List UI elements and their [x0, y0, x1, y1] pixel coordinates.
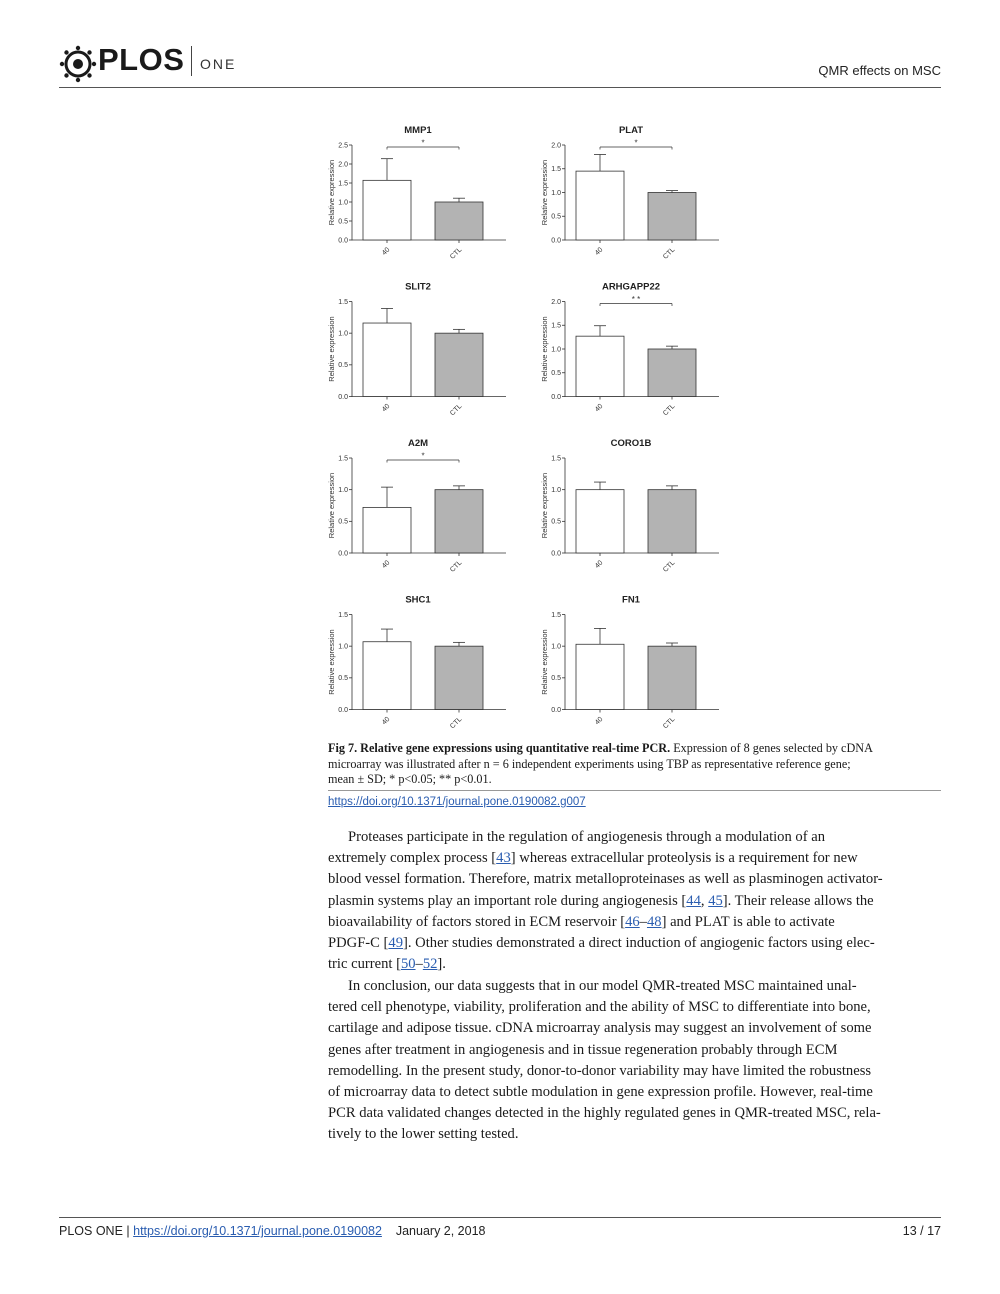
text-run: tered cell phenotype, viability, proliferation and the ability of MSC to differentiate into bone, — [328, 999, 871, 1016]
y-tick-label: 0.5 — [551, 370, 561, 378]
y-tick-label: 0.0 — [551, 237, 561, 245]
text-line — [328, 1103, 941, 1124]
x-tick-label: 40 — [593, 715, 605, 727]
significance-marker: * * — [631, 295, 641, 304]
y-tick-label: 1.0 — [551, 487, 561, 495]
text-line — [328, 827, 941, 848]
y-axis-label: Relative expression — [540, 159, 549, 226]
y-tick-label: 2.5 — [338, 142, 348, 150]
caption-text-3: mean ± SD; * p<0.05; ** p<0.01. — [328, 772, 492, 786]
footer-divider — [59, 1217, 941, 1218]
text-line — [328, 869, 941, 890]
bar-40 — [576, 336, 624, 396]
text-run: remodelling. In the present study, donor-to-donor variability may have limited the robustness — [328, 1062, 872, 1079]
y-tick-label: 0.5 — [338, 362, 348, 370]
y-tick-label: 0.0 — [551, 706, 561, 714]
text-run: In conclusion, our data suggests that in our model QMR-treated MSC maintained unal- — [348, 978, 857, 994]
citation-link[interactable]: 45 — [708, 892, 723, 909]
y-tick-label: 0.5 — [551, 213, 561, 221]
text-run: PCR data validated changes detected in the highly regulated genes in QMR-treated MSC, rela- — [328, 1105, 881, 1122]
bar-40 — [363, 642, 411, 710]
bar-ctl — [435, 490, 483, 553]
chart-title-arhgapp22: ARHGAPP22 — [601, 281, 661, 293]
text-line — [328, 1124, 941, 1145]
x-tick-label: 40 — [380, 559, 392, 570]
bar-40 — [576, 171, 624, 240]
chart-title-a2m: A2M — [407, 438, 429, 449]
bar-ctl — [435, 333, 483, 396]
bar-ctl — [648, 349, 696, 397]
text-line — [328, 933, 941, 954]
bar-40 — [576, 490, 624, 553]
plos-logo-icon — [58, 44, 98, 84]
chart-title-coro1b: CORO1B — [610, 438, 652, 449]
text-line — [328, 1061, 941, 1082]
bar-ctl — [435, 202, 483, 240]
y-tick-label: 0.0 — [338, 550, 348, 558]
y-tick-label: 0.0 — [338, 237, 348, 245]
bar-ctl — [435, 646, 483, 709]
x-tick-label: CTL — [662, 402, 677, 418]
journal-logo-text: PLOS — [98, 42, 185, 77]
text-line — [328, 976, 941, 997]
y-tick-label: 1.5 — [551, 611, 561, 619]
body-paragraph-2 — [328, 976, 941, 1146]
x-tick-label: CTL — [449, 246, 464, 261]
significance-marker: * — [421, 138, 425, 148]
text-line — [328, 997, 941, 1018]
x-tick-label: 40 — [380, 402, 392, 414]
x-tick-label: CTL — [662, 246, 677, 261]
footer-doi-link[interactable]: https://doi.org/10.1371/journal.pone.0190082 — [133, 1224, 382, 1238]
y-axis-label: Relative expression — [540, 472, 549, 539]
text-run: – — [415, 956, 423, 973]
x-tick-label: 40 — [593, 402, 605, 414]
citation-link[interactable]: 49 — [388, 935, 404, 952]
y-tick-label: 0.5 — [551, 518, 561, 526]
caption-label: Fig 7. — [328, 741, 358, 755]
figure-7-charts — [320, 118, 740, 738]
significance-marker: * — [634, 138, 638, 148]
bar-ctl — [648, 646, 696, 709]
citation-link[interactable]: 52 — [422, 956, 438, 973]
text-line — [328, 954, 941, 975]
text-run: ] and PLAT is able to activate — [661, 913, 835, 930]
citation-link[interactable]: 43 — [496, 850, 511, 867]
y-axis-label: Relative expression — [327, 472, 336, 539]
y-axis-label: Relative expression — [327, 629, 336, 695]
y-tick-label: 0.5 — [551, 675, 561, 683]
y-tick-label: 0.5 — [338, 218, 348, 226]
y-tick-label: 1.5 — [338, 455, 348, 463]
x-tick-label: 40 — [380, 246, 392, 257]
y-tick-label: 1.5 — [338, 611, 348, 619]
chart-title-shc1: SHC1 — [405, 594, 431, 606]
y-tick-label: 1.0 — [338, 643, 348, 651]
bar-40 — [576, 644, 624, 709]
chart-title-plat: PLAT — [618, 125, 644, 136]
y-axis-label: Relative expression — [327, 159, 336, 226]
text-run: extremely complex process [ — [328, 850, 497, 867]
x-tick-label: CTL — [449, 715, 464, 731]
text-line — [328, 912, 941, 933]
y-axis-label: Relative expression — [327, 316, 336, 382]
citation-link[interactable]: 50 — [400, 956, 416, 973]
text-line — [328, 1018, 941, 1039]
running-head: QMR effects on MSC — [818, 63, 941, 78]
text-run: PDGF-C [ — [328, 935, 389, 952]
figure-doi-link[interactable]: https://doi.org/10.1371/journal.pone.0190082.g007 — [328, 796, 586, 808]
text-line — [328, 1040, 941, 1061]
text-run: ]. — [437, 956, 446, 973]
x-tick-label: CTL — [449, 402, 464, 418]
y-tick-label: 1.0 — [338, 199, 348, 207]
footer-journal: PLOS ONE | — [59, 1224, 130, 1238]
y-tick-label: 1.0 — [338, 487, 348, 495]
text-run: ]. Their release allows the — [722, 892, 874, 909]
y-tick-label: 1.5 — [551, 455, 561, 463]
bar-40 — [363, 507, 411, 553]
citation-link[interactable]: 44 — [686, 892, 701, 909]
footer-citation — [59, 1224, 486, 1238]
journal-logo-suffix: ONE — [200, 56, 237, 72]
citation-link[interactable]: 48 — [646, 913, 662, 930]
body-paragraph-1 — [328, 827, 941, 975]
text-run: – — [639, 913, 647, 930]
text-run: of microarray data to detect subtle modulation in gene expression profile. However, real-time — [328, 1084, 873, 1101]
y-tick-label: 1.5 — [551, 322, 561, 330]
caption-text-2: microarray was illustrated after n = 6 independent experiments using TBP as representative reference gene; — [328, 756, 851, 771]
significance-marker: * — [421, 451, 425, 461]
text-run: ]. Other studies demonstrated a direct induction of angiogenic factors using elec- — [403, 935, 875, 952]
footer-date: January 2, 2018 — [395, 1224, 486, 1238]
bar-ctl — [648, 193, 696, 241]
y-tick-label: 2.0 — [551, 298, 561, 306]
text-run: tively to the lower setting tested. — [328, 1126, 519, 1143]
text-line — [328, 891, 941, 912]
text-run: cartilage and adipose tissue. cDNA microarray analysis may suggest an involvement of some — [328, 1020, 872, 1037]
text-run: ] whereas extracellular proteolysis is a requirement for new — [510, 850, 858, 867]
caption-text-1: Expression of 8 genes selected by cDNA — [673, 741, 873, 755]
text-run: genes after treatment in angiogenesis and in tissue regeneration probably through ECM — [328, 1041, 838, 1058]
y-tick-label: 1.5 — [338, 298, 348, 306]
logo-divider — [191, 46, 192, 76]
x-tick-label: CTL — [449, 559, 464, 574]
text-line — [328, 1082, 941, 1103]
y-tick-label: 0.0 — [551, 393, 561, 401]
y-tick-label: 2.0 — [338, 161, 348, 169]
x-tick-label: CTL — [662, 559, 677, 574]
figure-caption — [328, 741, 928, 788]
y-tick-label: 0.5 — [338, 675, 348, 683]
page-number: 13 / 17 — [902, 1224, 941, 1238]
x-tick-label: CTL — [662, 715, 677, 731]
caption-divider — [328, 790, 941, 791]
y-tick-label: 1.5 — [338, 180, 348, 188]
text-run: tric current [ — [328, 956, 401, 973]
chart-title-fn1: FN1 — [622, 594, 640, 606]
y-tick-label: 1.0 — [551, 189, 561, 197]
y-axis-label: Relative expression — [540, 316, 549, 382]
chart-title-slit2: SLIT2 — [405, 281, 431, 293]
y-tick-label: 1.0 — [338, 330, 348, 338]
text-run: , — [700, 892, 709, 909]
x-tick-label: 40 — [593, 246, 605, 257]
y-tick-label: 2.0 — [551, 142, 561, 150]
text-run: bioavailability of factors stored in ECM reservoir [ — [328, 913, 626, 930]
y-tick-label: 0.5 — [338, 518, 348, 526]
x-tick-label: 40 — [593, 559, 605, 570]
caption-title: Relative gene expressions using quantitative real-time PCR. — [360, 741, 671, 755]
y-tick-label: 0.0 — [338, 706, 348, 714]
y-tick-label: 0.0 — [551, 550, 561, 558]
y-axis-label: Relative expression — [540, 629, 549, 695]
bar-ctl — [648, 490, 696, 553]
text-line — [328, 848, 941, 869]
text-run: plasmin systems play an important role during angiogenesis [ — [328, 892, 687, 909]
bar-40 — [363, 323, 411, 396]
x-tick-label: 40 — [380, 715, 392, 727]
y-tick-label: 1.0 — [551, 346, 561, 354]
bar-40 — [363, 180, 411, 240]
y-tick-label: 0.0 — [338, 393, 348, 401]
text-run: Proteases participate in the regulation of angiogenesis through a modulation of an — [348, 829, 826, 845]
text-run: blood vessel formation. Therefore, matrix metalloproteinases as well as plasminogen activator- — [328, 871, 883, 888]
chart-title-mmp1: MMP1 — [404, 125, 432, 136]
y-tick-label: 1.5 — [551, 166, 561, 174]
y-tick-label: 1.0 — [551, 643, 561, 651]
citation-link[interactable]: 46 — [625, 913, 640, 930]
header-divider — [59, 87, 941, 88]
